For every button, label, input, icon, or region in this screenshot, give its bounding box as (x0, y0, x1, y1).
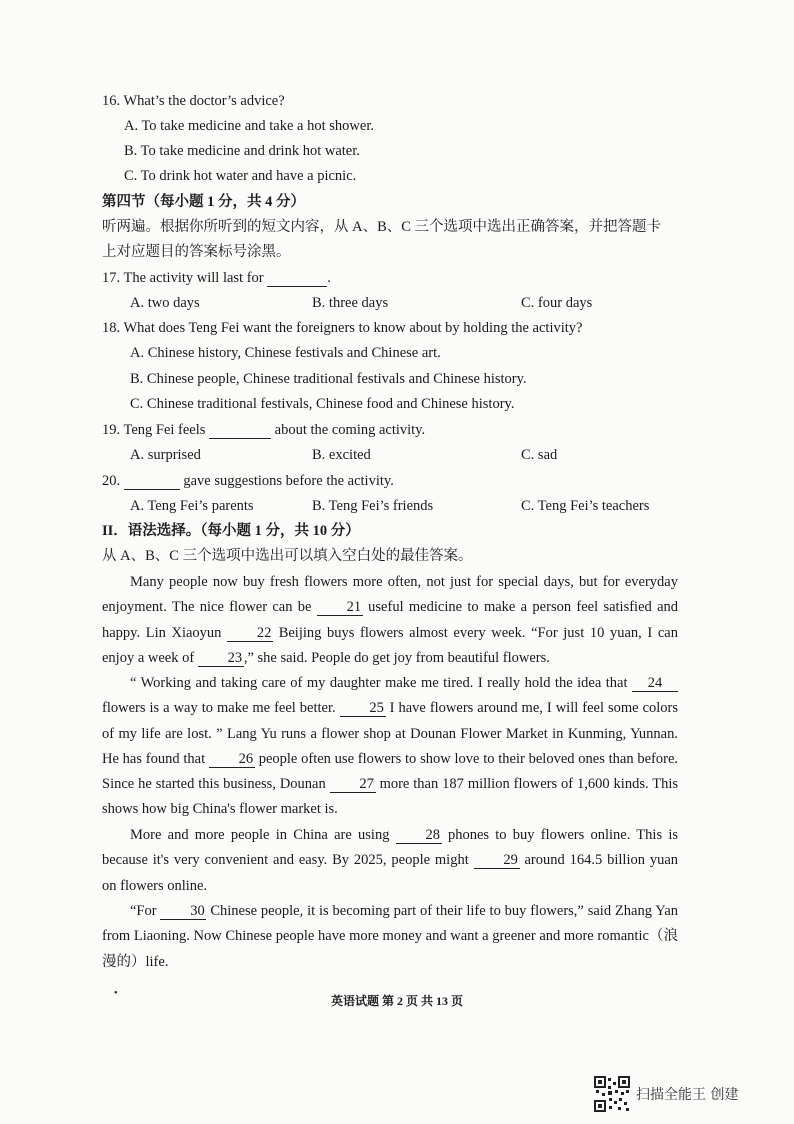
q20-blank (124, 473, 180, 490)
q18-stem: 18. What does Teng Fei want the foreigners to know about by holding the activity? (102, 320, 583, 336)
blank-24: 24 (632, 675, 678, 692)
q20-option-b: B. Teng Fei’s friends (312, 498, 434, 514)
q18-option-c: C. Chinese traditional festivals, Chinese food and Chinese history. (130, 396, 515, 412)
passage-paragraph-2 (102, 671, 678, 823)
passage-paragraph-3 (102, 823, 678, 899)
q16-option-c: C. To drink hot water and have a picnic. (124, 168, 357, 184)
passage-text: “For (130, 903, 157, 919)
q17-option-a: A. two days (130, 295, 200, 311)
page-footer: 英语试题 第 2 页 共 13 页 (330, 994, 463, 1008)
blank-27: 27 (330, 776, 376, 793)
passage-paragraph-4 (102, 899, 678, 975)
section4-instruction-line1: 听两遍。根据你所听到的短文内容，从 A、B、C 三个选项中选出正确答案，并把答题卡 (102, 219, 662, 235)
qr-code-icon (594, 1076, 630, 1112)
q20-option-a: A. Teng Fei’s parents (130, 498, 254, 514)
passage-text: ,” she said. People do get joy from beautiful flowers. (243, 649, 550, 666)
passage-text: around 164.5 billion yuan on flowers online. (102, 852, 679, 894)
q20-number: 20. (102, 473, 121, 489)
passage-text: “ Working and taking care of my daughter make me tired. I really hold the idea that (130, 675, 628, 691)
q19-stem (102, 421, 425, 439)
scanner-label: 扫描全能王 创建 (636, 1087, 739, 1103)
scanner-watermark (594, 1074, 738, 1114)
q19-blank (209, 422, 271, 439)
q20-rest: gave suggestions before the activity. (183, 473, 394, 489)
passage-text: useful medicine to make a person feel satisfied and happy. Lin Xiaoyun (102, 599, 679, 641)
blank-29: 29 (474, 852, 520, 869)
blank-26: 26 (209, 751, 255, 768)
passage-text: more than 187 million flowers of 1,600 kinds. This shows how big China's flower market is. (102, 776, 679, 818)
q20-option-c: C. Teng Fei’s teachers (521, 498, 650, 514)
q19-stem-text: 19. Teng Fei feels (102, 422, 206, 438)
passage-text: phones to buy flowers online. This is because it's very convenient and easy. By 2025, people might (102, 827, 678, 869)
part2-title: II．语法选择。（每小题 1 分，共 10 分） (102, 523, 360, 539)
passage-text: I have flowers around me, I will feel some colors of my life are lost. ” Lang Yu runs a flower shop at Dounan Flower Market in Kunming, Yunnan. He has found that (102, 700, 679, 767)
q19-rest: about the coming activity. (274, 422, 426, 438)
q17-blank (267, 270, 327, 287)
q19-option-a: A. surprised (130, 447, 201, 463)
passage-paragraph-1 (102, 570, 678, 671)
blank-22: 22 (227, 625, 273, 642)
blank-28: 28 (396, 827, 442, 844)
q17-end: . (327, 270, 331, 286)
blank-21: 21 (317, 599, 363, 616)
passage-text: More and more people in China are using (130, 827, 390, 843)
q16-stem: 16. What’s the doctor’s advice? (102, 93, 285, 109)
passage-text: Beijing buys flowers almost every week. “For just 10 yuan, I can enjoy a week of (102, 624, 678, 666)
passage-text: people often use flowers to show love to their beloved ones than before. Since he started this business, Dounan (102, 750, 679, 793)
blank-25: 25 (340, 700, 386, 717)
passage-text: Many people now buy fresh flowers more often, not just for special days, but for everyday enjoyment. The nice flower can be (102, 574, 678, 616)
q17-option-c: C. four days (521, 295, 593, 311)
q16-option-b: B. To take medicine and drink hot water. (124, 143, 360, 159)
passage-text: flowers is a way to make me feel better. (102, 700, 336, 717)
q19-option-b: B. excited (312, 447, 371, 463)
q19-option-c: C. sad (521, 447, 558, 463)
q17-stem-text: 17. The activity will last for (102, 270, 264, 286)
q20-stem (102, 472, 394, 490)
part2-instruction: 从 A、B、C 三个选项中选出可以填入空白处的最佳答案。 (102, 548, 473, 564)
blank-23: 23 (198, 650, 244, 667)
q17-option-b: B. three days (312, 295, 389, 311)
scan-speck: • (114, 988, 118, 999)
section4-title: 第四节（每小题 1 分，共 4 分） (102, 194, 305, 210)
q16-option-a: A. To take medicine and take a hot shower. (124, 118, 374, 134)
q18-option-b: B. Chinese people, Chinese traditional festivals and Chinese history. (130, 371, 527, 387)
section4-instruction-line2: 上对应题目的答案标号涂黑。 (102, 244, 291, 260)
blank-30: 30 (160, 903, 206, 920)
q18-option-a: A. Chinese history, Chinese festivals and Chinese art. (130, 345, 441, 361)
q17-stem (102, 269, 331, 287)
passage-text: Chinese people, it is becoming part of their life to buy flowers,” said Zhang Yan from Liaoning. Now Chinese people have more money and want a greener and more romantic（浪漫的）life. (102, 903, 679, 970)
